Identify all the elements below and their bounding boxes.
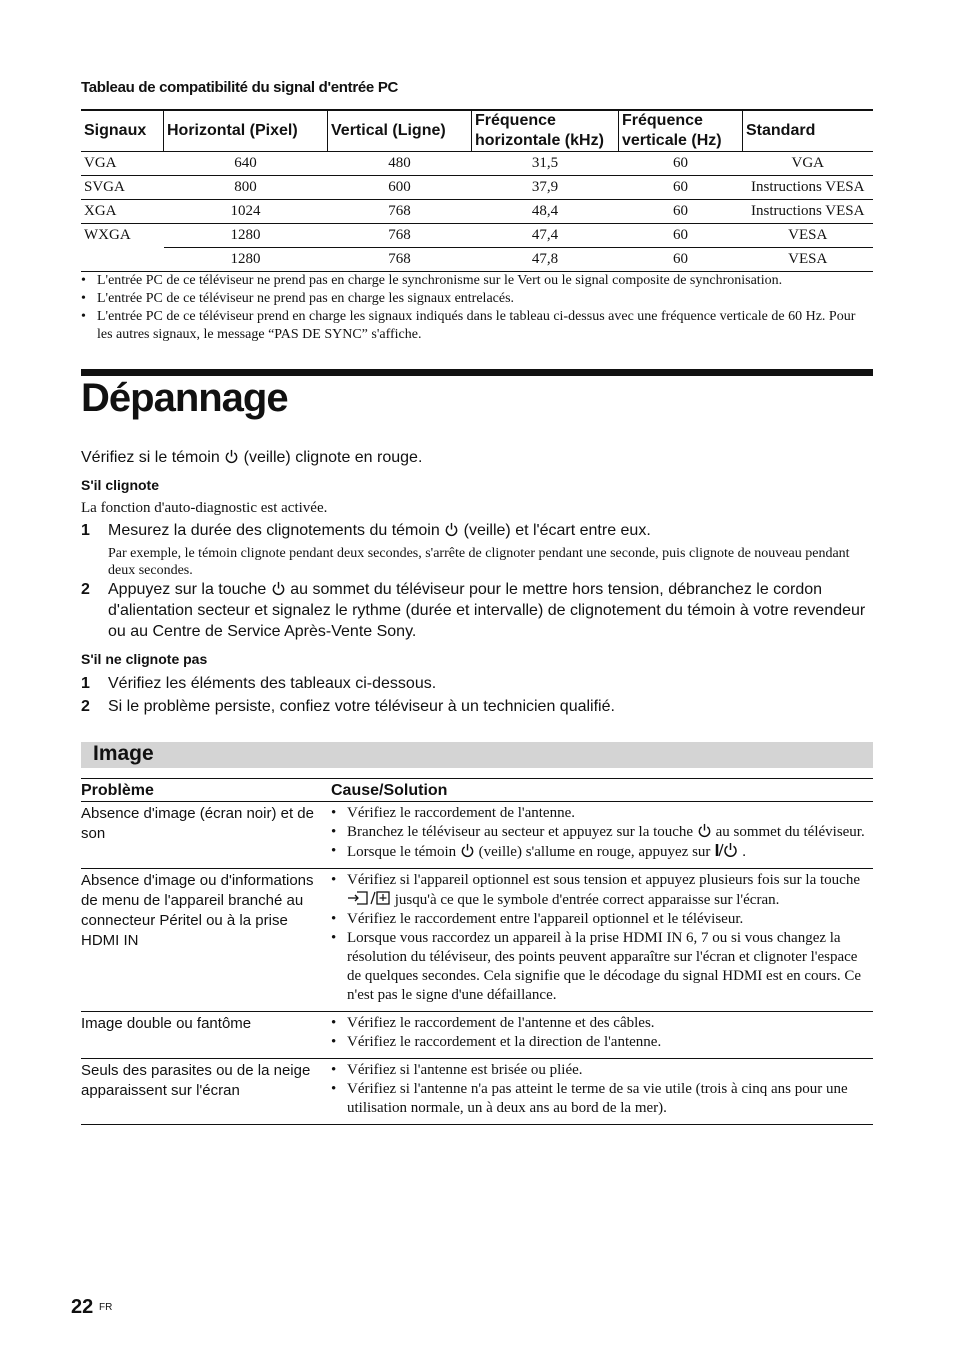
col-header: Vertical (Ligne) <box>328 110 472 152</box>
problem-cell: Absence d'image (écran noir) et de son <box>81 802 331 869</box>
pc-table-header-row <box>81 110 873 152</box>
solution-text: Lorsque le témoin <box>347 844 457 860</box>
cell: 640 <box>164 152 328 176</box>
cell: 768 <box>328 248 472 272</box>
table-row <box>81 152 873 176</box>
solution-item: • Vérifiez si l'antenne n'a pas atteint le terme de sa vie utile (trois à cinq ans pour une utilisation normale, un à deux ans au bord de la mer). <box>331 1080 873 1118</box>
solution-item <box>331 842 873 862</box>
cell: 60 <box>619 200 743 224</box>
image-problem-table <box>81 778 873 1125</box>
table-row <box>81 1012 873 1059</box>
noblink-step-2 <box>81 696 873 717</box>
cell: 48,4 <box>472 200 619 224</box>
cell: 37,9 <box>472 176 619 200</box>
table-row <box>81 200 873 224</box>
solution-text: . <box>742 844 746 860</box>
power-icon <box>460 843 475 858</box>
pc-table-title: Tableau de compatibilité du signal d'entrée PC <box>81 79 399 96</box>
blink-intro: La fonction d'auto-diagnostic est activée. <box>81 500 328 516</box>
cell: VGA <box>81 152 164 176</box>
image-section-band <box>81 742 873 768</box>
col-header: Fréquence verticale (Hz) <box>619 110 743 152</box>
blink-step-2 <box>81 579 873 642</box>
problem-cell: Absence d'image ou d'informations de menu de l'appareil branché au connecteur Péritel ou à la prise HDMI IN <box>81 869 331 1012</box>
check-indicator-line <box>81 449 422 467</box>
noblink-subhead: S'il ne clignote pas <box>81 651 208 667</box>
solution-text: jusqu'à ce que le symbole d'entrée correct apparaisse sur l'écran. <box>394 892 780 908</box>
blink-step-1-note: Par exemple, le témoin clignote pendant deux secondes, s'arrête de clignoter pendant une seconde, puis clignote de nouveau pendant deux secondes. <box>108 546 850 578</box>
table-row <box>81 248 873 272</box>
solution-cell <box>331 869 873 1012</box>
cell: 1024 <box>164 200 328 224</box>
solution-text: au sommet du téléviseur. <box>715 824 865 840</box>
pc-table-notes <box>81 272 873 344</box>
check-text: Vérifiez si le témoin <box>81 449 220 466</box>
cell: VGA <box>743 152 874 176</box>
problem-cell: Image double ou fantôme <box>81 1012 331 1059</box>
col-header: Horizontal (Pixel) <box>164 110 328 152</box>
cell: 60 <box>619 224 743 248</box>
noblink-step-1 <box>81 673 873 694</box>
col-header: Cause/Solution <box>331 779 873 802</box>
cell: 768 <box>328 224 472 248</box>
solution-text: Branchez le téléviseur au secteur et appuyez sur la touche <box>347 824 694 840</box>
cell: VESA <box>743 224 874 248</box>
power-icon <box>444 522 459 537</box>
solution-cell <box>331 802 873 869</box>
table-row <box>81 802 873 869</box>
cell: 800 <box>164 176 328 200</box>
step-text: Vérifiez les éléments des tableaux ci-dessous. <box>108 675 437 692</box>
solution-item: • Vérifiez le raccordement de l'antenne. <box>331 804 873 823</box>
cell: 1280 <box>164 224 328 248</box>
blink-step-1 <box>81 520 873 541</box>
power-icon <box>271 581 286 596</box>
col-header: Problème <box>81 779 331 802</box>
blink-subhead: S'il clignote <box>81 477 160 493</box>
solution-item: • Vérifiez le raccordement et la direction de l'antenne. <box>331 1033 873 1052</box>
cell: 1280 <box>164 248 328 272</box>
solution-item <box>331 823 873 842</box>
solution-text: (veille) s'allume en rouge, appuyez sur <box>478 844 711 860</box>
cell: XGA <box>81 200 164 224</box>
solution-text: Vérifiez si l'appareil optionnel est sous tension et appuyez plusieurs fois sur la touche <box>347 872 860 888</box>
page-language: FR <box>99 1302 113 1313</box>
solution-item <box>331 871 873 910</box>
page-number: 22 <box>71 1296 94 1318</box>
note: • L'entrée PC de ce téléviseur prend en charge les signaux indiqués dans le tableau ci-dessus avec une fréquence verticale de 60 Hz. Pour les autres signaux, le message “PAS DE SYNC” s'affiche. <box>81 308 873 344</box>
table-row <box>81 869 873 1012</box>
solution-item: • Vérifiez si l'antenne est brisée ou pliée. <box>331 1061 873 1080</box>
power-icon <box>697 823 712 838</box>
col-header: Fréquence horizontale (kHz) <box>472 110 619 152</box>
cell: Instructions VESA <box>743 200 874 224</box>
page-title: Dépannage <box>81 376 288 420</box>
cell: SVGA <box>81 176 164 200</box>
step-text: Appuyez sur la touche <box>108 581 267 598</box>
cell <box>81 248 164 272</box>
pc-compat-table <box>81 109 873 272</box>
check-text: (veille) clignote en rouge. <box>243 449 423 466</box>
solution-item: • Vérifiez le raccordement de l'antenne et des câbles. <box>331 1014 873 1033</box>
cell: 60 <box>619 152 743 176</box>
power-icon <box>224 449 239 464</box>
problem-cell: Seuls des parasites ou de la neige apparaissent sur l'écran <box>81 1059 331 1125</box>
step-number: 1 <box>81 522 90 539</box>
step-number: 2 <box>81 581 90 598</box>
cell: 600 <box>328 176 472 200</box>
note: • L'entrée PC de ce téléviseur ne prend pas en charge le synchronisme sur le Vert ou le signal composite de synchronisation. <box>81 272 873 290</box>
input-icon <box>347 890 391 906</box>
table-row <box>81 224 873 248</box>
step-number: 2 <box>81 698 90 715</box>
cell: 60 <box>619 176 743 200</box>
col-header: Signaux <box>81 110 164 152</box>
step-text: Si le problème persiste, confiez votre téléviseur à un technicien qualifié. <box>108 698 615 715</box>
cell: 60 <box>619 248 743 272</box>
solution-item: • Lorsque vous raccordez un appareil à la prise HDMI IN 6, 7 ou si vous changez la résolution du téléviseur, des points peuvent apparaître sur l'écran et clignoter l'espace de quelques secondes. Cela signifie que le décodage du signal HDMI est en cours. Ce n'est pas le signe d'une défaillance. <box>331 929 873 1005</box>
step-number: 1 <box>81 675 90 692</box>
solution-item: • Vérifiez le raccordement entre l'appareil optionnel et le téléviseur. <box>331 910 873 929</box>
cell: Instructions VESA <box>743 176 874 200</box>
solution-cell <box>331 1012 873 1059</box>
col-header: Standard <box>743 110 874 152</box>
table-row <box>81 176 873 200</box>
step-text: Mesurez la durée des clignotements du témoin <box>108 522 440 539</box>
cell: 480 <box>328 152 472 176</box>
note: • L'entrée PC de ce téléviseur ne prend pas en charge les signaux entrelacés. <box>81 290 873 308</box>
section-rule <box>81 369 873 376</box>
image-section-title: Image <box>93 742 154 765</box>
table-row <box>81 1059 873 1125</box>
step-text: (veille) et l'écart entre eux. <box>463 522 651 539</box>
prob-table-header-row <box>81 779 873 802</box>
on-off-icon <box>714 842 742 858</box>
cell: 31,5 <box>472 152 619 176</box>
cell: 47,4 <box>472 224 619 248</box>
step-text: au sommet du téléviseur pour le mettre hors tension, débranchez le cordon d'alientation secteur et signalez le rythme (durée et intervalle) de clignotement du témoin à votre revendeur ou au Centre de Service Après-Vente Sony. <box>108 581 866 640</box>
solution-cell <box>331 1059 873 1125</box>
cell: WXGA <box>84 227 131 244</box>
cell: VESA <box>743 248 874 272</box>
cell: 768 <box>328 200 472 224</box>
cell: 47,8 <box>472 248 619 272</box>
